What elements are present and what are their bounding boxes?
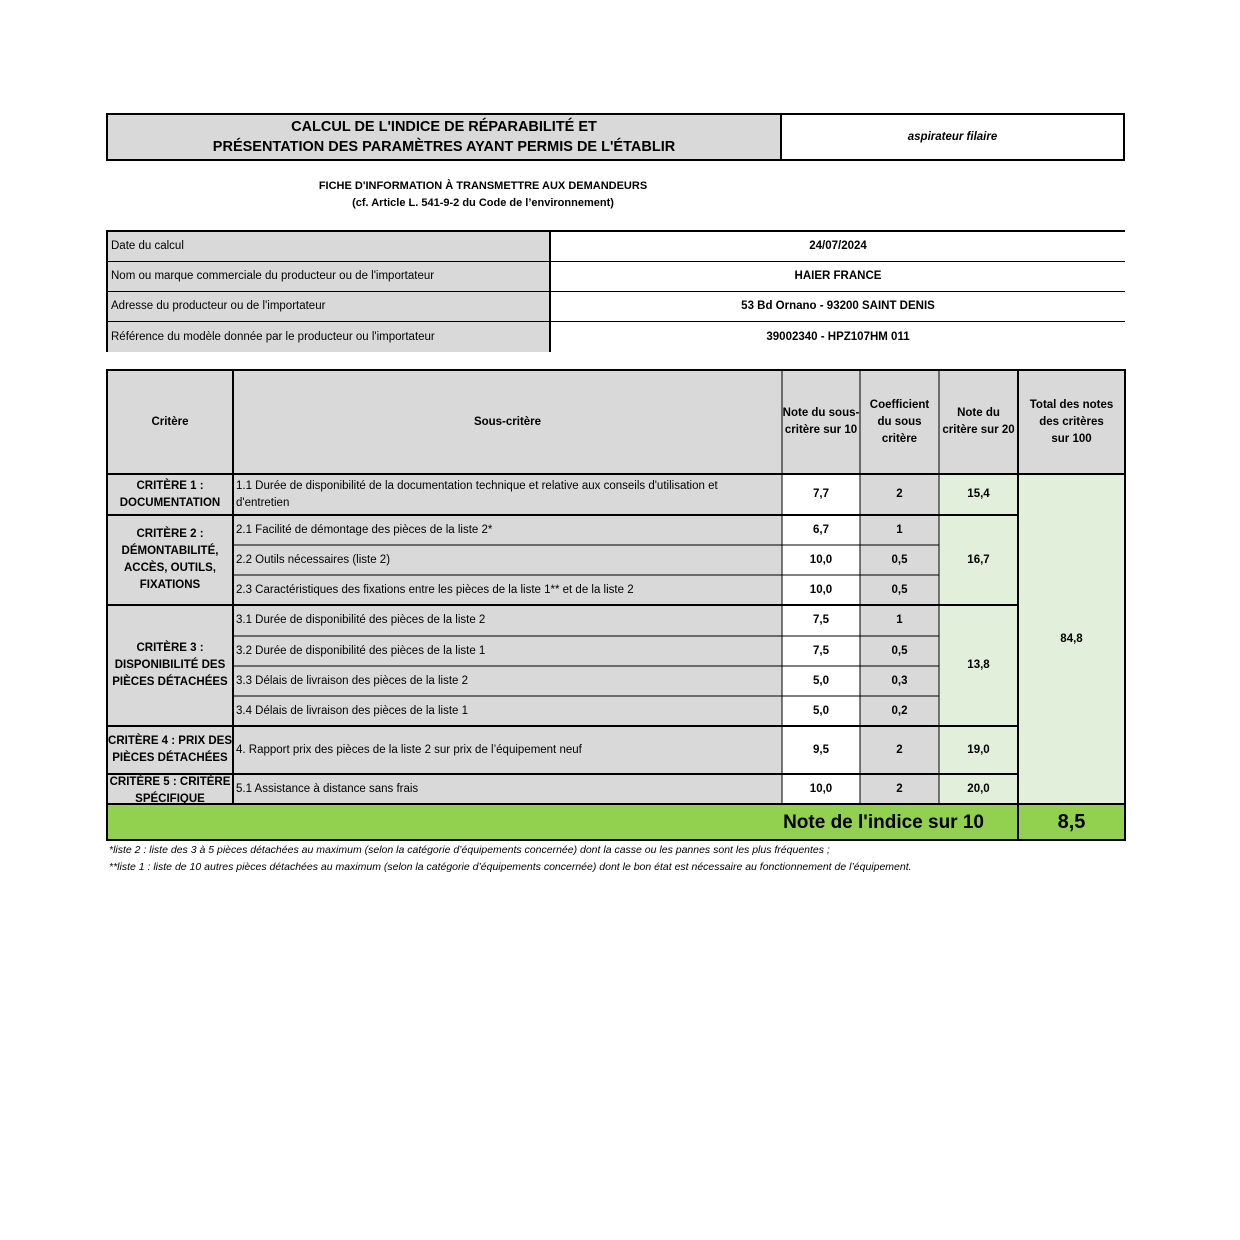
info-value-reference: 39002340 - HPZ107HM 011 bbox=[551, 322, 1125, 352]
coef-4: 2 bbox=[860, 726, 939, 774]
header-total: Total des notes des critères sur 100 bbox=[1018, 370, 1125, 474]
total-100: 84,8 bbox=[1018, 474, 1125, 804]
final-value: 8,5 bbox=[1018, 804, 1125, 840]
coef-2-3: 0,5 bbox=[860, 575, 939, 605]
score20-criterion-2: 16,7 bbox=[939, 515, 1018, 605]
coef-3-2: 0,5 bbox=[860, 636, 939, 666]
criterion-4-label: CRITÈRE 4 : PRIX DES PIÈCES DÉTACHÉES bbox=[107, 726, 233, 774]
header-critere: Critère bbox=[107, 370, 233, 474]
subcriterion-3-4: 3.4 Délais de livraison des pièces de la liste 1 bbox=[233, 696, 782, 726]
info-value-address: 53 Bd Ornano - 93200 SAINT DENIS bbox=[551, 292, 1125, 322]
title-line-1: CALCUL DE L'INDICE DE RÉPARABILITÉ ET bbox=[291, 119, 597, 135]
note-3-1: 7,5 bbox=[782, 605, 860, 636]
footnote-liste-1: **liste 1 : liste de 10 autres pièces détachées au maximum (selon la catégorie d’équipements concernée) dont le bon état est nécessaire au fonctionnement de l’équipement. bbox=[109, 861, 912, 873]
header-sous-critere: Sous-critère bbox=[233, 370, 782, 474]
footnotes bbox=[109, 842, 1119, 876]
note-2-2: 10,0 bbox=[782, 545, 860, 575]
final-label: Note de l'indice sur 10 bbox=[107, 804, 1018, 840]
coef-2-2: 0,5 bbox=[860, 545, 939, 575]
coef-3-1: 1 bbox=[860, 605, 939, 636]
note-1-1: 7,7 bbox=[782, 474, 860, 515]
header-note-sous-critere: Note du sous- critère sur 10 bbox=[782, 370, 860, 474]
note-5-1: 10,0 bbox=[782, 774, 860, 804]
header-note-critere: Note du critère sur 20 bbox=[939, 370, 1018, 474]
score20-criterion-5: 20,0 bbox=[939, 774, 1018, 804]
coef-2-1: 1 bbox=[860, 515, 939, 545]
subcriterion-3-2: 3.2 Durée de disponibilité des pièces de la liste 1 bbox=[233, 636, 782, 666]
subcriterion-3-1: 3.1 Durée de disponibilité des pièces de la liste 2 bbox=[233, 605, 782, 636]
coef-5-1: 2 bbox=[860, 774, 939, 804]
criterion-5-label: CRITÈRE 5 : CRITÈRE SPÉCIFIQUE bbox=[107, 774, 233, 804]
subcriterion-2-3: 2.3 Caractéristiques des fixations entre les pièces de la liste 1** et de la liste 2 bbox=[233, 575, 782, 605]
header-coefficient: Coefficient du sous critère bbox=[860, 370, 939, 474]
info-label-reference: Référence du modèle donnée par le producteur ou l'importateur bbox=[108, 322, 551, 352]
subtitle-line-1: FICHE D'INFORMATION À TRANSMETTRE AUX DEMANDEURS bbox=[318, 180, 648, 192]
subcriterion-3-3: 3.3 Délais de livraison des pièces de la liste 2 bbox=[233, 666, 782, 696]
product-type: aspirateur filaire bbox=[907, 131, 998, 143]
subtitle-line-2: (cf. Article L. 541-9-2 du Code de l’environnement) bbox=[352, 197, 614, 209]
title-line-2: PRÉSENTATION DES PARAMÈTRES AYANT PERMIS DE L'ÉTABLIR bbox=[212, 139, 676, 155]
info-label-date: Date du calcul bbox=[108, 232, 551, 262]
subcriterion-2-1: 2.1 Facilité de démontage des pièces de la liste 2* bbox=[233, 515, 782, 545]
subcriterion-1-1: 1.1 Durée de disponibilité de la documentation technique et relative aux conseils d'utilisation et d'entretien bbox=[233, 474, 782, 515]
info-label-address: Adresse du producteur ou de l'importateur bbox=[108, 292, 551, 322]
score20-criterion-4: 19,0 bbox=[939, 726, 1018, 774]
subcriterion-5-1: 5.1 Assistance à distance sans frais bbox=[233, 774, 782, 804]
coef-1-1: 2 bbox=[860, 474, 939, 515]
note-2-1: 6,7 bbox=[782, 515, 860, 545]
note-3-2: 7,5 bbox=[782, 636, 860, 666]
score20-criterion-3: 13,8 bbox=[939, 605, 1018, 726]
criterion-1-label: CRITÈRE 1 : DOCUMENTATION bbox=[107, 474, 233, 515]
info-label-brand: Nom ou marque commerciale du producteur ou de l'importateur bbox=[108, 262, 551, 292]
info-value-date: 24/07/2024 bbox=[551, 232, 1125, 262]
criterion-2-label: CRITÈRE 2 : DÉMONTABILITÉ, ACCÈS, OUTILS, FIXATIONS bbox=[107, 515, 233, 605]
coef-3-3: 0,3 bbox=[860, 666, 939, 696]
subcriterion-2-2: 2.2 Outils nécessaires (liste 2) bbox=[233, 545, 782, 575]
criterion-3-label: CRITÈRE 3 : DISPONIBILITÉ DES PIÈCES DÉTACHÉES bbox=[107, 605, 233, 726]
product-type-cell bbox=[780, 113, 1125, 161]
subtitle bbox=[283, 178, 683, 212]
note-2-3: 10,0 bbox=[782, 575, 860, 605]
title-cell bbox=[106, 113, 782, 161]
subcriterion-4: 4. Rapport prix des pièces de la liste 2 sur prix de l’équipement neuf bbox=[233, 726, 782, 774]
footnote-liste-2: *liste 2 : liste des 3 à 5 pièces détachées au maximum (selon la catégorie d’équipements concernée) dont la casse ou les pannes sont les plus fréquentes ; bbox=[109, 844, 830, 856]
info-value-brand: HAIER FRANCE bbox=[551, 262, 1125, 292]
note-3-3: 5,0 bbox=[782, 666, 860, 696]
note-3-4: 5,0 bbox=[782, 696, 860, 726]
coef-3-4: 0,2 bbox=[860, 696, 939, 726]
info-table bbox=[106, 230, 1125, 352]
score20-criterion-1: 15,4 bbox=[939, 474, 1018, 515]
note-4: 9,5 bbox=[782, 726, 860, 774]
